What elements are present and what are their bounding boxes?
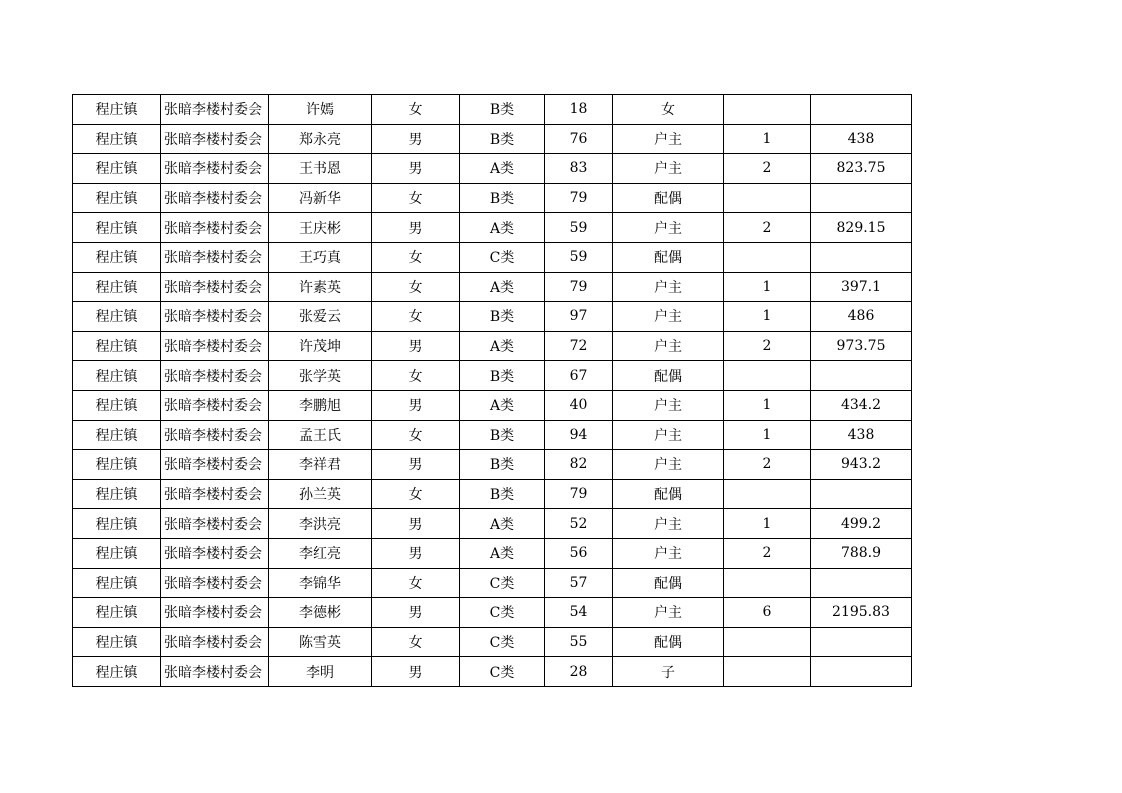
cell-town: 程庄镇	[73, 509, 161, 539]
cell-household-count: 2	[724, 213, 811, 243]
cell-gender: 女	[372, 361, 460, 391]
cell-age: 28	[545, 657, 613, 687]
cell-category: A类	[460, 509, 545, 539]
cell-gender: 男	[372, 657, 460, 687]
cell-town: 程庄镇	[73, 154, 161, 184]
cell-age: 52	[545, 509, 613, 539]
cell-category: C类	[460, 598, 545, 628]
cell-amount: 823.75	[811, 154, 912, 184]
cell-household-count: 2	[724, 538, 811, 568]
cell-household-count	[724, 627, 811, 657]
cell-category: B类	[460, 302, 545, 332]
cell-age: 40	[545, 390, 613, 420]
cell-relation: 户主	[613, 302, 724, 332]
cell-household-count	[724, 183, 811, 213]
table-row	[73, 272, 912, 302]
table-row	[73, 331, 912, 361]
cell-relation: 户主	[613, 213, 724, 243]
cell-town: 程庄镇	[73, 390, 161, 420]
table-row	[73, 124, 912, 154]
cell-village: 张暗李楼村委会	[161, 479, 269, 509]
cell-amount	[811, 242, 912, 272]
cell-age: 83	[545, 154, 613, 184]
cell-age: 59	[545, 213, 613, 243]
cell-village: 张暗李楼村委会	[161, 183, 269, 213]
cell-household-count	[724, 479, 811, 509]
cell-village: 张暗李楼村委会	[161, 657, 269, 687]
cell-village: 张暗李楼村委会	[161, 361, 269, 391]
cell-village: 张暗李楼村委会	[161, 95, 269, 125]
cell-village: 张暗李楼村委会	[161, 627, 269, 657]
cell-age: 94	[545, 420, 613, 450]
cell-amount	[811, 361, 912, 391]
cell-name: 冯新华	[269, 183, 372, 213]
cell-category: C类	[460, 242, 545, 272]
cell-gender: 女	[372, 302, 460, 332]
cell-age: 18	[545, 95, 613, 125]
cell-amount: 438	[811, 124, 912, 154]
cell-household-count	[724, 242, 811, 272]
cell-amount	[811, 657, 912, 687]
cell-household-count: 2	[724, 450, 811, 480]
cell-town: 程庄镇	[73, 598, 161, 628]
cell-name: 李明	[269, 657, 372, 687]
cell-name: 李洪亮	[269, 509, 372, 539]
cell-town: 程庄镇	[73, 568, 161, 598]
cell-village: 张暗李楼村委会	[161, 450, 269, 480]
cell-relation: 户主	[613, 598, 724, 628]
cell-category: C类	[460, 627, 545, 657]
cell-relation: 户主	[613, 124, 724, 154]
cell-age: 67	[545, 361, 613, 391]
cell-relation: 户主	[613, 538, 724, 568]
cell-relation: 户主	[613, 420, 724, 450]
cell-household-count: 2	[724, 331, 811, 361]
cell-amount: 2195.83	[811, 598, 912, 628]
cell-amount: 397.1	[811, 272, 912, 302]
cell-amount: 438	[811, 420, 912, 450]
cell-category: A类	[460, 272, 545, 302]
cell-household-count: 1	[724, 124, 811, 154]
cell-relation: 户主	[613, 272, 724, 302]
cell-household-count: 1	[724, 509, 811, 539]
cell-relation: 配偶	[613, 568, 724, 598]
cell-name: 许素英	[269, 272, 372, 302]
cell-age: 54	[545, 598, 613, 628]
cell-village: 张暗李楼村委会	[161, 538, 269, 568]
cell-gender: 女	[372, 479, 460, 509]
cell-town: 程庄镇	[73, 479, 161, 509]
cell-name: 许茂坤	[269, 331, 372, 361]
cell-category: B类	[460, 450, 545, 480]
table-row	[73, 213, 912, 243]
cell-age: 72	[545, 331, 613, 361]
cell-name: 李红亮	[269, 538, 372, 568]
table-row	[73, 568, 912, 598]
cell-category: B类	[460, 183, 545, 213]
cell-category: A类	[460, 538, 545, 568]
cell-amount	[811, 627, 912, 657]
cell-name: 张学英	[269, 361, 372, 391]
cell-household-count	[724, 657, 811, 687]
cell-gender: 男	[372, 390, 460, 420]
cell-household-count: 6	[724, 598, 811, 628]
cell-town: 程庄镇	[73, 627, 161, 657]
cell-household-count: 1	[724, 272, 811, 302]
cell-town: 程庄镇	[73, 331, 161, 361]
cell-town: 程庄镇	[73, 124, 161, 154]
cell-gender: 女	[372, 627, 460, 657]
cell-gender: 女	[372, 272, 460, 302]
cell-age: 79	[545, 272, 613, 302]
table-row	[73, 538, 912, 568]
cell-name: 王庆彬	[269, 213, 372, 243]
table-row	[73, 657, 912, 687]
cell-amount: 829.15	[811, 213, 912, 243]
cell-village: 张暗李楼村委会	[161, 272, 269, 302]
cell-relation: 子	[613, 657, 724, 687]
cell-amount	[811, 568, 912, 598]
cell-relation: 配偶	[613, 183, 724, 213]
cell-amount: 499.2	[811, 509, 912, 539]
cell-household-count	[724, 361, 811, 391]
cell-village: 张暗李楼村委会	[161, 213, 269, 243]
cell-relation: 户主	[613, 154, 724, 184]
cell-name: 王巧真	[269, 242, 372, 272]
cell-gender: 女	[372, 568, 460, 598]
table-row	[73, 242, 912, 272]
cell-category: C类	[460, 657, 545, 687]
cell-category: B类	[460, 361, 545, 391]
cell-household-count: 1	[724, 420, 811, 450]
table-row	[73, 390, 912, 420]
cell-gender: 男	[372, 598, 460, 628]
cell-relation: 户主	[613, 390, 724, 420]
cell-household-count: 1	[724, 302, 811, 332]
cell-age: 57	[545, 568, 613, 598]
cell-gender: 男	[372, 124, 460, 154]
cell-category: A类	[460, 213, 545, 243]
cell-name: 许嫣	[269, 95, 372, 125]
cell-relation: 配偶	[613, 242, 724, 272]
cell-town: 程庄镇	[73, 538, 161, 568]
cell-name: 李德彬	[269, 598, 372, 628]
cell-gender: 男	[372, 538, 460, 568]
cell-name: 李锦华	[269, 568, 372, 598]
table-row	[73, 302, 912, 332]
table-row	[73, 479, 912, 509]
table-row	[73, 361, 912, 391]
cell-village: 张暗李楼村委会	[161, 568, 269, 598]
cell-gender: 男	[372, 213, 460, 243]
cell-town: 程庄镇	[73, 657, 161, 687]
cell-age: 56	[545, 538, 613, 568]
cell-relation: 户主	[613, 509, 724, 539]
cell-name: 孟王氏	[269, 420, 372, 450]
cell-name: 张爱云	[269, 302, 372, 332]
cell-amount: 973.75	[811, 331, 912, 361]
cell-relation: 户主	[613, 450, 724, 480]
cell-gender: 男	[372, 154, 460, 184]
cell-gender: 女	[372, 95, 460, 125]
cell-household-count	[724, 568, 811, 598]
cell-town: 程庄镇	[73, 361, 161, 391]
table-row	[73, 598, 912, 628]
cell-name: 李祥君	[269, 450, 372, 480]
cell-village: 张暗李楼村委会	[161, 598, 269, 628]
table-row	[73, 450, 912, 480]
cell-name: 李鹏旭	[269, 390, 372, 420]
cell-age: 82	[545, 450, 613, 480]
cell-household-count: 2	[724, 154, 811, 184]
cell-amount: 486	[811, 302, 912, 332]
cell-amount: 434.2	[811, 390, 912, 420]
cell-category: B类	[460, 95, 545, 125]
table-body	[73, 95, 912, 687]
cell-gender: 男	[372, 331, 460, 361]
cell-amount	[811, 95, 912, 125]
cell-category: B类	[460, 479, 545, 509]
cell-category: B类	[460, 124, 545, 154]
table-row	[73, 627, 912, 657]
cell-age: 97	[545, 302, 613, 332]
cell-amount	[811, 183, 912, 213]
cell-household-count: 1	[724, 390, 811, 420]
cell-village: 张暗李楼村委会	[161, 242, 269, 272]
cell-age: 76	[545, 124, 613, 154]
cell-town: 程庄镇	[73, 272, 161, 302]
cell-village: 张暗李楼村委会	[161, 302, 269, 332]
table-row	[73, 95, 912, 125]
cell-town: 程庄镇	[73, 213, 161, 243]
cell-town: 程庄镇	[73, 420, 161, 450]
cell-town: 程庄镇	[73, 95, 161, 125]
cell-village: 张暗李楼村委会	[161, 154, 269, 184]
cell-category: A类	[460, 331, 545, 361]
cell-relation: 配偶	[613, 627, 724, 657]
cell-category: A类	[460, 154, 545, 184]
cell-amount: 788.9	[811, 538, 912, 568]
table-row	[73, 183, 912, 213]
cell-village: 张暗李楼村委会	[161, 509, 269, 539]
cell-name: 王书恩	[269, 154, 372, 184]
table-row	[73, 509, 912, 539]
cell-age: 79	[545, 479, 613, 509]
cell-town: 程庄镇	[73, 183, 161, 213]
cell-gender: 女	[372, 183, 460, 213]
cell-category: C类	[460, 568, 545, 598]
cell-relation: 配偶	[613, 361, 724, 391]
table-row	[73, 154, 912, 184]
cell-village: 张暗李楼村委会	[161, 124, 269, 154]
data-table	[72, 94, 912, 687]
cell-town: 程庄镇	[73, 302, 161, 332]
cell-name: 孙兰英	[269, 479, 372, 509]
cell-village: 张暗李楼村委会	[161, 390, 269, 420]
cell-gender: 男	[372, 450, 460, 480]
cell-age: 79	[545, 183, 613, 213]
table-row	[73, 420, 912, 450]
cell-relation: 女	[613, 95, 724, 125]
cell-amount: 943.2	[811, 450, 912, 480]
cell-name: 陈雪英	[269, 627, 372, 657]
cell-age: 55	[545, 627, 613, 657]
cell-relation: 配偶	[613, 479, 724, 509]
cell-household-count	[724, 95, 811, 125]
cell-name: 郑永亮	[269, 124, 372, 154]
cell-town: 程庄镇	[73, 450, 161, 480]
cell-gender: 女	[372, 242, 460, 272]
cell-age: 59	[545, 242, 613, 272]
cell-gender: 女	[372, 420, 460, 450]
cell-village: 张暗李楼村委会	[161, 420, 269, 450]
cell-town: 程庄镇	[73, 242, 161, 272]
cell-category: A类	[460, 390, 545, 420]
cell-village: 张暗李楼村委会	[161, 331, 269, 361]
cell-gender: 男	[372, 509, 460, 539]
cell-relation: 户主	[613, 331, 724, 361]
cell-category: B类	[460, 420, 545, 450]
cell-amount	[811, 479, 912, 509]
